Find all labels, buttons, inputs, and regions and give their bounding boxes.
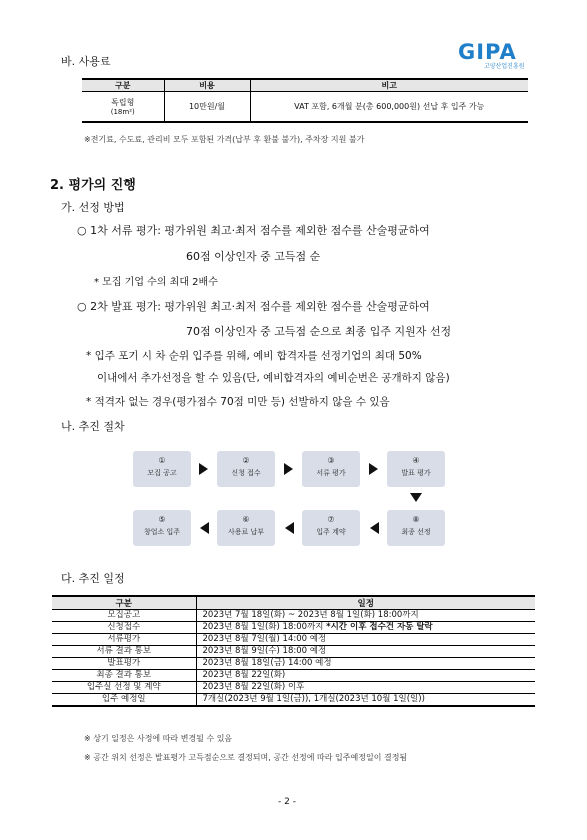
second-eval-line2: 70점 이상인자 중 고득점 순으로 최종 입주 지원자 선정 [186, 325, 452, 338]
fee-remark: VAT 포함, 6개월 분(총 600,000원) 선납 후 입주 가능 [250, 92, 528, 122]
step-number: ⑦ [327, 515, 335, 524]
fee-note: ※전기료, 수도료, 관리비 모두 포함된 가격(납부 후 환불 불가), 주차장 지원 불가 [84, 135, 365, 144]
fee-cost: 10만원/월 [164, 92, 250, 122]
arrow-left-icon [370, 522, 379, 534]
process-step-8 [387, 510, 445, 546]
schedule-date: 2023년 8월 22일(화) [196, 670, 535, 682]
step-number: ① [158, 456, 166, 465]
table-row [52, 610, 535, 622]
schedule-item: 최종 결과 통보 [52, 670, 196, 682]
fee-header-cost: 비용 [164, 79, 250, 92]
schedule-header-date: 일정 [196, 596, 535, 610]
process-step-6 [217, 510, 275, 546]
step-number: ② [242, 456, 250, 465]
step-number: ⑥ [242, 515, 250, 524]
fee-type-cell [82, 92, 164, 122]
process-step-5 [133, 510, 191, 546]
table-row [52, 646, 535, 658]
table-row [52, 694, 535, 707]
step-label: 사용료 납부 [227, 528, 265, 536]
schedule-date: 7개실(2023년 9월 1일(금)), 1개실(2023년 10월 1일(일)) [196, 694, 535, 707]
schedule-heading: 다. 추진 일정 [61, 572, 125, 585]
table-row [52, 658, 535, 670]
schedule-item: 입주 예정일 [52, 694, 196, 707]
schedule-table [52, 595, 535, 707]
step-label: 창업소 입주 [143, 528, 181, 536]
step-number: ④ [412, 456, 420, 465]
process-step-7 [302, 510, 360, 546]
process-step-2 [217, 451, 275, 487]
process-step-4 [387, 451, 445, 487]
fee-area: (18m²) [110, 107, 135, 116]
schedule-note-2: ※ 공간 위치 선정은 발표평가 고득점순으로 결정되며, 공간 선정에 따라 입주예정일이 결정됨 [84, 753, 408, 762]
table-row [52, 634, 535, 646]
arrow-right-icon [284, 463, 293, 475]
gipa-logo [458, 40, 558, 72]
schedule-date-cell [196, 622, 535, 634]
second-eval-line1: ○ 2차 발표 평가: 평가위원 최고·최저 점수를 제외한 점수를 산술평균하여 [77, 300, 430, 313]
schedule-item: 신청접수 [52, 622, 196, 634]
fee-table [82, 78, 528, 123]
arrow-down-icon [410, 493, 422, 502]
table-row [52, 670, 535, 682]
schedule-date: 2023년 7월 18일(화) ~ 2023년 8월 1일(화) 18:00까지 [196, 610, 535, 622]
logo-subtitle: 고양산업진흥원 [484, 63, 525, 70]
arrow-left-icon [200, 522, 209, 534]
process-heading: 나. 추진 절차 [61, 420, 125, 433]
arrow-left-icon [285, 522, 294, 534]
schedule-date: 2023년 8월 18일(금) 14:00 예정 [196, 658, 535, 670]
fee-header-remark: 비고 [250, 79, 528, 92]
fee-heading: 바. 사용료 [61, 55, 111, 68]
logo-text: GIPA [458, 40, 517, 64]
schedule-date: 2023년 8월 9일(수) 18:00 예정 [196, 646, 535, 658]
step-label: 발표 평가 [401, 469, 431, 477]
process-step-1 [133, 451, 191, 487]
fee-header-type: 구분 [82, 79, 164, 92]
step-label: 신청 접수 [231, 469, 261, 477]
arrow-right-icon [199, 463, 208, 475]
schedule-note-1: ※ 상기 일정은 사정에 따라 변경될 수 있음 [84, 734, 233, 743]
step-number: ③ [327, 456, 335, 465]
reserve-note-line1: * 입주 포기 시 차 순위 입주를 위해, 예비 합격자를 선정기업의 최대 50% [86, 350, 422, 362]
step-label: 모집 공고 [147, 469, 177, 477]
schedule-date: 2023년 8월 1일(화) 18:00까지 [202, 622, 327, 632]
schedule-item: 발표평가 [52, 658, 196, 670]
schedule-item: 서류 결과 통보 [52, 646, 196, 658]
table-row [52, 622, 535, 634]
step-label: 최종 선정 [401, 528, 431, 536]
schedule-header-item: 구분 [52, 596, 196, 610]
schedule-item: 서류평가 [52, 634, 196, 646]
fee-type: 독립형 [111, 97, 135, 107]
schedule-date: 2023년 8월 22일(화) 이후 [196, 682, 535, 694]
selection-method-heading: 가. 선정 방법 [61, 201, 125, 214]
step-number: ⑧ [412, 515, 420, 524]
step-label: 입주 계약 [316, 528, 346, 536]
schedule-warning: *시간 이후 접수건 자동 탈락 [326, 622, 433, 632]
step-number: ⑤ [158, 515, 166, 524]
reserve-note-line2: 이내에서 추가선정을 할 수 있음(단, 예비합격자의 예비순번은 공개하지 않음) [97, 372, 450, 384]
no-candidate-note: * 적격자 없는 경우(평가점수 70점 미만 등) 선발하지 않을 수 있음 [86, 396, 390, 408]
step-label: 서류 평가 [316, 469, 346, 477]
first-eval-line2: 60점 이상인자 중 고득점 순 [186, 250, 321, 263]
schedule-date: 2023년 8월 7일(월) 14:00 예정 [196, 634, 535, 646]
schedule-item: 입주실 선정 및 계약 [52, 682, 196, 694]
process-step-3 [302, 451, 360, 487]
first-eval-note: * 모집 기업 수의 최대 2배수 [94, 277, 218, 288]
page-number: - 2 - [278, 797, 296, 807]
table-row [52, 682, 535, 694]
schedule-item: 모집공고 [52, 610, 196, 622]
section-title: 2. 평가의 진행 [50, 178, 136, 193]
first-eval-line1: ○ 1차 서류 평가: 평가위원 최고·최저 점수를 제외한 점수를 산술평균하여 [77, 224, 430, 237]
arrow-right-icon [369, 463, 378, 475]
